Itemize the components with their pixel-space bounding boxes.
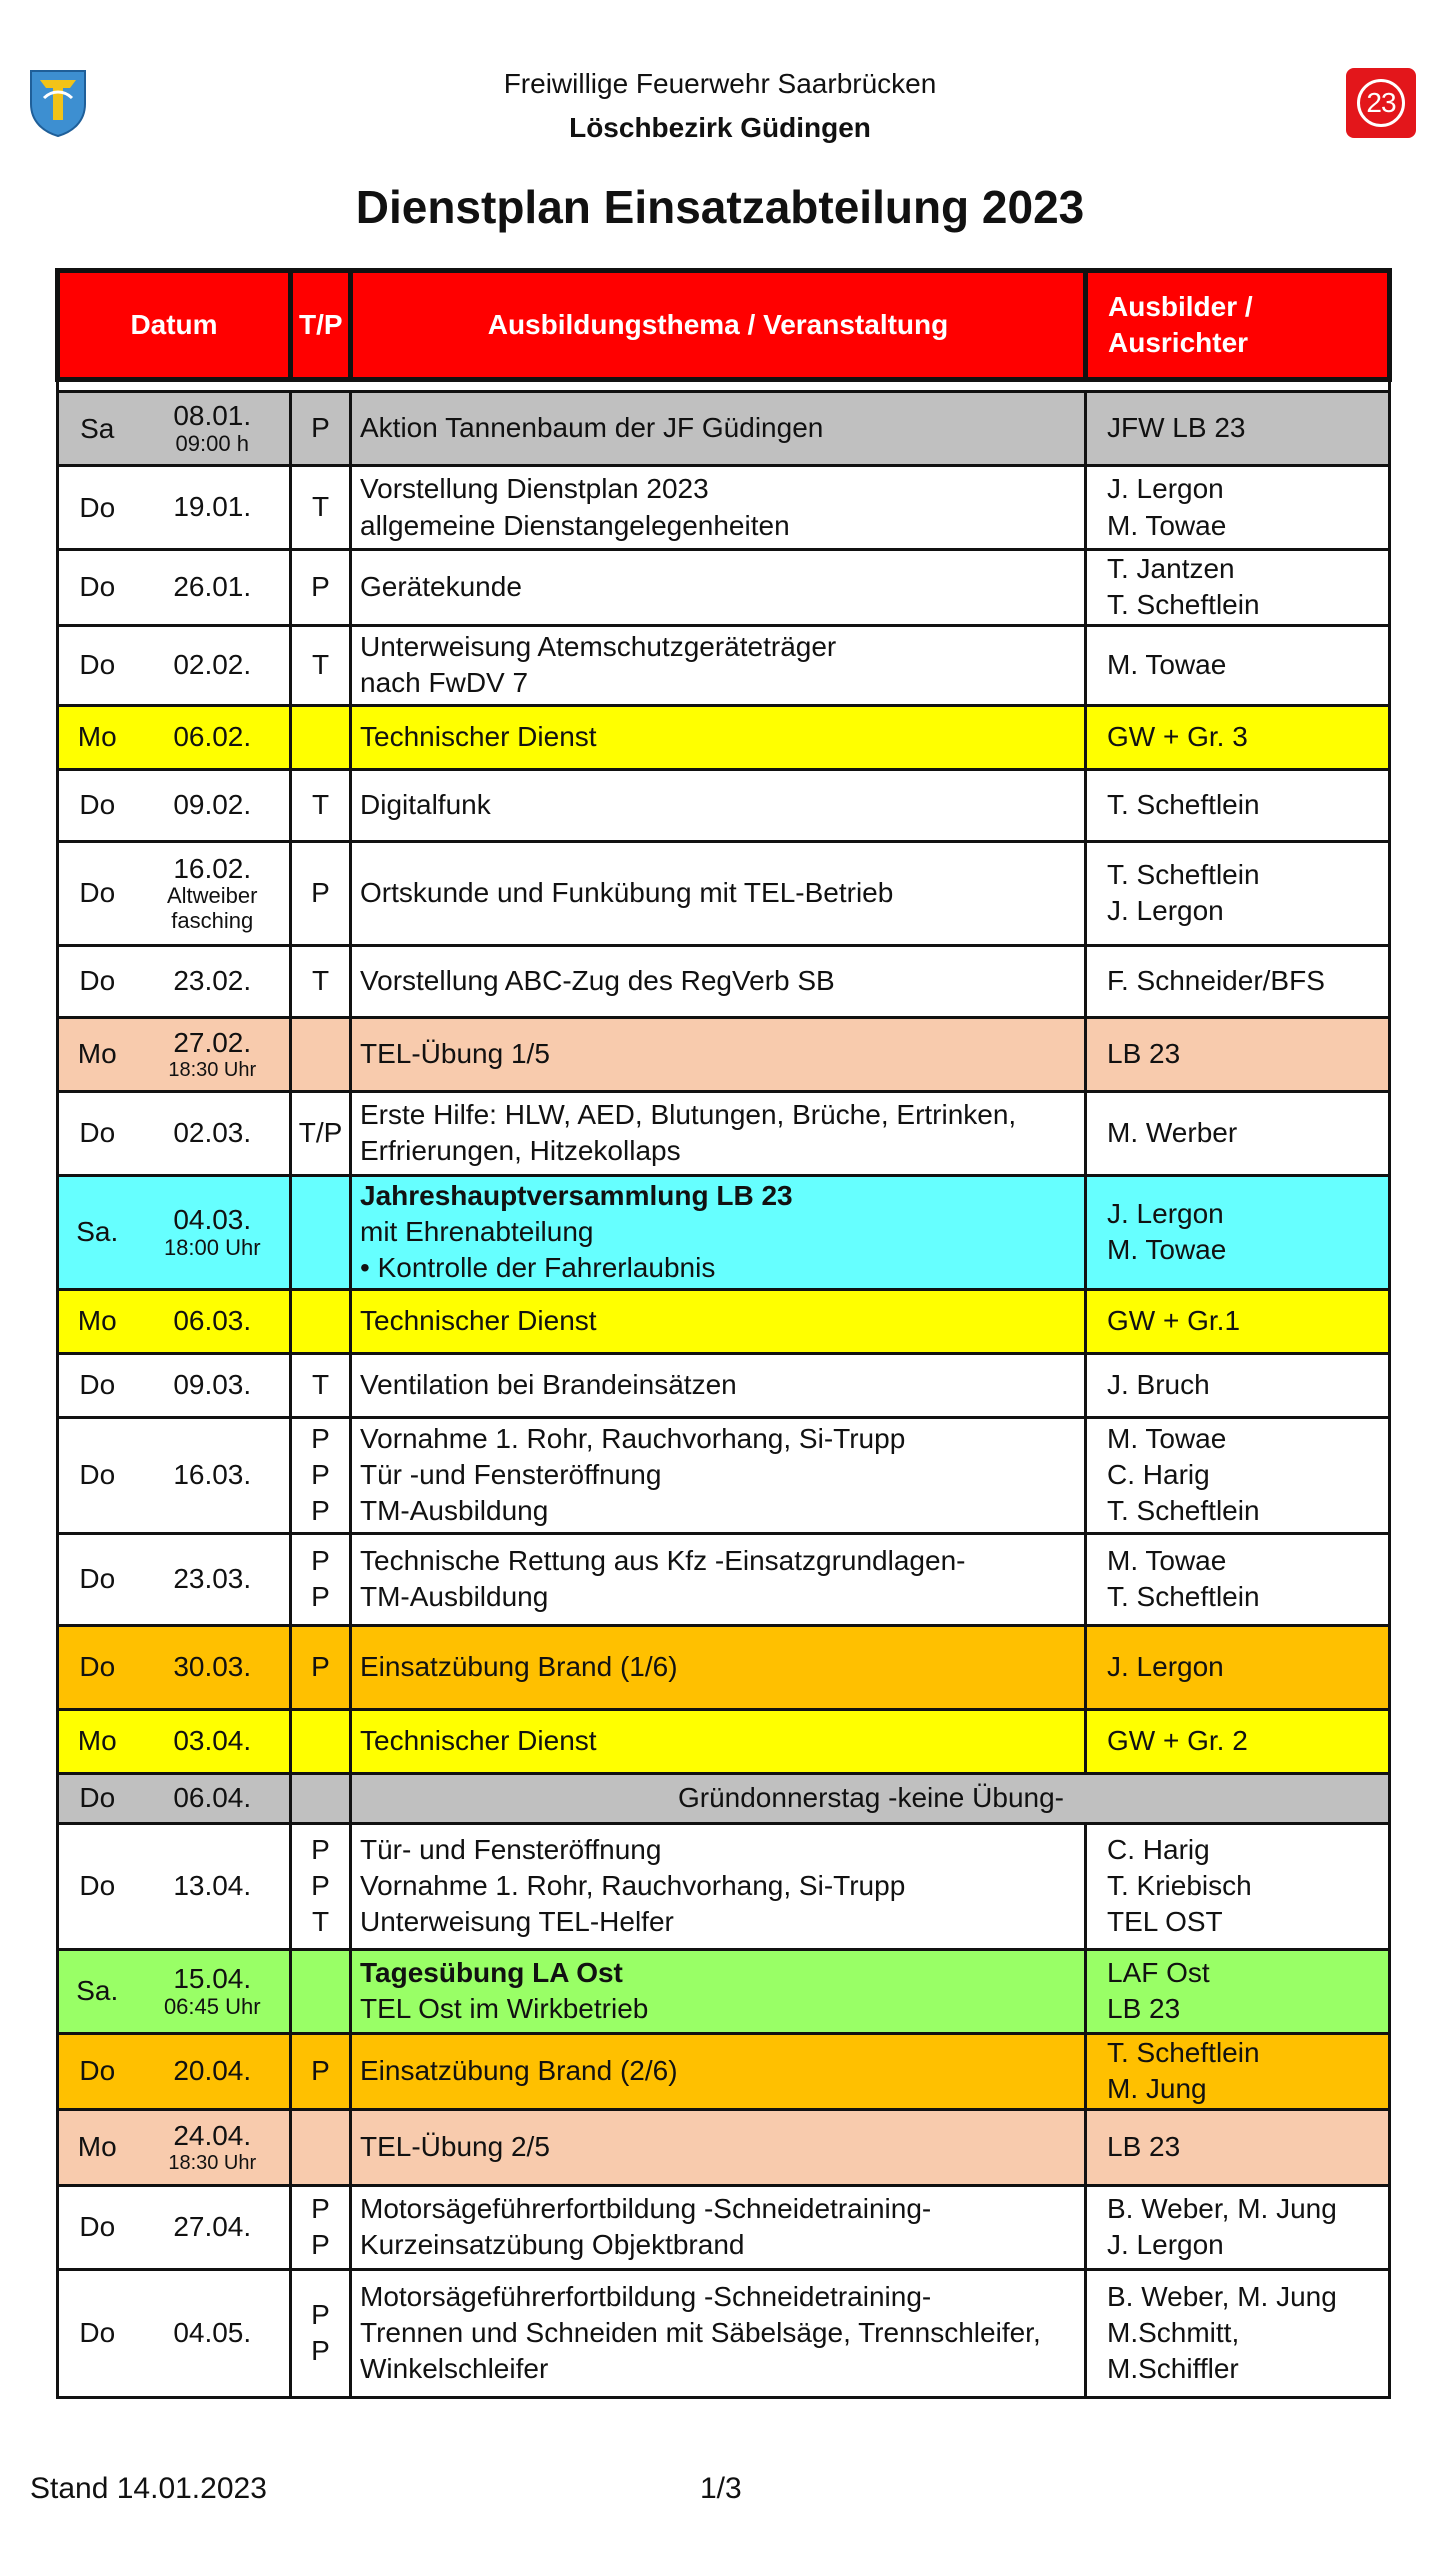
row-topic — [351, 1017, 1086, 1091]
row-tp — [291, 1353, 351, 1417]
row-topic-line: Gründonnerstag -keine Übung- — [677, 1782, 1064, 1814]
row-day: Do — [58, 1823, 136, 1949]
row-instructor — [1086, 2109, 1390, 2185]
row-date-main: 24.04. — [173, 2119, 252, 2151]
row-tp-value: P — [311, 571, 330, 603]
row-date — [136, 1625, 291, 1709]
header-tp: T/P — [291, 271, 351, 380]
row-instructor-line: M.Schiffler — [1107, 2353, 1239, 2385]
row-tp-value: P — [311, 2298, 330, 2330]
row-day: Do — [58, 1533, 136, 1625]
row-topic-line: Digitalfunk — [360, 789, 491, 821]
row-topic — [351, 1625, 1086, 1709]
row-topic — [351, 945, 1086, 1017]
row-date — [136, 2269, 291, 2397]
row-instructor-line: C. Harig — [1107, 1459, 1210, 1491]
row-instructor — [1086, 1017, 1390, 1091]
row-topic — [351, 1949, 1086, 2033]
row-topic-line: Motorsägeführerfortbildung -Schneidetraining- — [360, 2280, 932, 2312]
row-topic — [351, 1773, 1390, 1823]
row-tp-value: P — [311, 1581, 330, 1613]
row-tp — [291, 2269, 351, 2397]
row-tp — [291, 1091, 351, 1175]
row-day: Do — [58, 2033, 136, 2109]
row-instructor — [1086, 2185, 1390, 2269]
row-topic-line: Einsatzübung Brand (2/6) — [360, 2055, 678, 2087]
row-tp-value: P — [311, 1833, 330, 1865]
row-topic-line: Ventilation bei Brandeinsätzen — [360, 1369, 737, 1401]
row-topic-line: Technische Rettung aus Kfz -Einsatzgrundlagen- — [360, 1544, 966, 1576]
district-name: Löschbezirk Güdingen — [569, 112, 871, 143]
row-instructor — [1086, 1417, 1390, 1533]
row-topic-line: Vorstellung Dienstplan 2023 — [360, 473, 709, 505]
row-topic — [351, 1289, 1086, 1353]
row-topic-line: Tür- und Fensteröffnung — [360, 1833, 662, 1865]
table-row — [58, 1417, 1390, 1533]
row-tp — [291, 625, 351, 705]
row-tp-value: T — [311, 965, 330, 997]
district-badge-number: 23 — [1357, 79, 1405, 127]
row-topic — [351, 1417, 1086, 1533]
table-row — [58, 1823, 1390, 1949]
row-topic — [351, 625, 1086, 705]
row-instructor-line: LB 23 — [1107, 1993, 1181, 2025]
row-date-main: 16.03. — [173, 1458, 252, 1490]
row-tp-value: P — [311, 1544, 330, 1576]
row-topic-line: Vornahme 1. Rohr, Rauchvorhang, Si-Trupp — [360, 1422, 906, 1454]
row-date-main: 09.02. — [173, 788, 252, 820]
table-row — [58, 466, 1390, 550]
row-date-main: 19.01. — [173, 491, 252, 523]
row-day: Sa — [58, 392, 136, 466]
row-topic — [351, 1823, 1086, 1949]
header-datum: Datum — [58, 271, 291, 380]
row-tp-value: P — [311, 1495, 330, 1527]
row-topic-line: Technischer Dienst — [360, 1305, 597, 1337]
row-topic — [351, 705, 1086, 769]
row-day: Sa. — [58, 1175, 136, 1289]
row-instructor — [1086, 769, 1390, 841]
row-topic-line: Tür -und Fensteröffnung — [360, 1459, 662, 1491]
row-topic-line: Winkelschleifer — [360, 2353, 549, 2385]
row-date — [136, 705, 291, 769]
row-instructor-line: T. Scheftlein — [1107, 589, 1260, 621]
row-date-main: 06.04. — [173, 1781, 252, 1813]
table-row — [58, 1017, 1390, 1091]
row-day: Mo — [58, 1709, 136, 1773]
row-date — [136, 392, 291, 466]
row-instructor-line: M.Schmitt, — [1107, 2317, 1240, 2349]
row-date-main: 04.05. — [173, 2316, 252, 2348]
row-tp-value: P — [311, 877, 330, 909]
page-number: 1/3 — [700, 2472, 742, 2505]
row-date — [136, 945, 291, 1017]
row-date-main: 06.02. — [173, 720, 252, 752]
table-row — [58, 1773, 1390, 1823]
row-instructor — [1086, 945, 1390, 1017]
table-row — [58, 1289, 1390, 1353]
row-topic-title: Tagesübung LA Ost — [360, 1956, 623, 1988]
row-topic-line: Trennen und Schneiden mit Säbelsäge, Trennschleifer, — [360, 2317, 1041, 2349]
row-instructor-line: M. Jung — [1107, 2073, 1207, 2105]
row-date-sub: 06:45 Uhr — [163, 1993, 261, 2019]
row-date — [136, 2109, 291, 2185]
row-instructor-line: M. Towae — [1107, 649, 1227, 681]
row-tp-value: P — [311, 2055, 330, 2087]
row-tp-value: P — [311, 412, 330, 444]
table-row — [58, 2109, 1390, 2185]
row-instructor-line: C. Harig — [1107, 1833, 1210, 1865]
page-title: Dienstplan Einsatzabteilung 2023 — [355, 181, 1085, 233]
organization-name: Freiwillige Feuerwehr Saarbrücken — [503, 68, 937, 99]
row-instructor-line: M. Towae — [1107, 1234, 1227, 1266]
row-topic-line: TEL Ost im Wirkbetrieb — [360, 1993, 649, 2025]
row-tp — [291, 1949, 351, 2033]
schedule-body — [58, 392, 1390, 2398]
row-instructor — [1086, 1709, 1390, 1773]
row-tp — [291, 466, 351, 550]
row-instructor — [1086, 392, 1390, 466]
row-instructor-line: M. Werber — [1107, 1117, 1238, 1149]
row-topic-line: Erfrierungen, Hitzekollaps — [360, 1135, 681, 1167]
row-date — [136, 1289, 291, 1353]
row-topic — [351, 392, 1086, 466]
row-day: Do — [58, 1417, 136, 1533]
row-topic — [351, 550, 1086, 626]
row-instructor-line: M. Towae — [1107, 509, 1227, 541]
table-row — [58, 2185, 1390, 2269]
row-instructor-line: T. Scheftlein — [1107, 789, 1260, 821]
row-instructor — [1086, 1353, 1390, 1417]
row-instructor-line: TEL OST — [1107, 1906, 1223, 1938]
row-tp — [291, 2033, 351, 2109]
row-tp-value: P — [311, 1870, 330, 1902]
row-date — [136, 1823, 291, 1949]
row-tp — [291, 1289, 351, 1353]
row-instructor — [1086, 1533, 1390, 1625]
table-row — [58, 2033, 1390, 2109]
row-tp-value: P — [311, 2335, 330, 2367]
row-topic — [351, 2185, 1086, 2269]
row-topic-line: Kurzeinsatzübung Objektbrand — [360, 2229, 745, 2261]
row-day: Do — [58, 1773, 136, 1823]
row-date-main: 03.04. — [173, 1724, 252, 1756]
table-row — [58, 841, 1390, 945]
row-date-main: 30.03. — [173, 1650, 252, 1682]
row-instructor-line: M. Towae — [1107, 1422, 1227, 1454]
row-tp — [291, 1709, 351, 1773]
row-topic-line: TM-Ausbildung — [360, 1495, 549, 1527]
row-instructor-line: J. Lergon — [1107, 895, 1224, 927]
row-instructor — [1086, 1091, 1390, 1175]
header-instructor: Ausbilder / Ausrichter — [1086, 271, 1390, 380]
row-topic — [351, 1175, 1086, 1289]
row-tp — [291, 1533, 351, 1625]
row-tp-value: P — [311, 2229, 330, 2261]
table-row — [58, 2269, 1390, 2397]
row-instructor-line: T. Jantzen — [1107, 553, 1235, 584]
row-date-main: 04.03. — [173, 1203, 252, 1235]
row-topic-line: mit Ehrenabteilung — [360, 1216, 594, 1248]
table-row — [58, 1353, 1390, 1417]
row-instructor-line: J. Lergon — [1107, 473, 1224, 505]
row-tp-value: T — [311, 1906, 330, 1938]
row-instructor — [1086, 2269, 1390, 2397]
row-instructor-line: J. Lergon — [1107, 1651, 1224, 1683]
row-date-main: 02.02. — [173, 648, 252, 680]
row-instructor — [1086, 1949, 1390, 2033]
row-topic-line: Ortskunde und Funkübung mit TEL-Betrieb — [360, 877, 894, 909]
row-date — [136, 2033, 291, 2109]
row-date — [136, 1091, 291, 1175]
row-instructor-line: F. Schneider/BFS — [1107, 965, 1325, 997]
row-day: Do — [58, 2269, 136, 2397]
row-tp-value: P — [311, 1459, 330, 1491]
row-instructor-line: B. Weber, M. Jung — [1107, 2192, 1337, 2224]
row-topic-line: TM-Ausbildung — [360, 1581, 549, 1613]
row-date-main: 06.03. — [173, 1304, 252, 1336]
schedule-table — [55, 268, 1392, 2399]
row-instructor-line: LAF Ost — [1107, 1956, 1210, 1988]
table-row — [58, 392, 1390, 466]
row-day: Do — [58, 625, 136, 705]
table-row — [58, 769, 1390, 841]
row-topic-line: Aktion Tannenbaum der JF Güdingen — [360, 412, 824, 444]
row-day: Do — [58, 1353, 136, 1417]
row-tp — [291, 1625, 351, 1709]
row-topic — [351, 1533, 1086, 1625]
table-row — [58, 705, 1390, 769]
row-date — [136, 1709, 291, 1773]
row-date-main: 27.04. — [173, 2210, 252, 2242]
row-tp — [291, 1017, 351, 1091]
row-topic — [351, 2109, 1086, 2185]
row-instructor-line: GW + Gr. 2 — [1107, 1725, 1248, 1757]
row-topic — [351, 1709, 1086, 1773]
row-topic — [351, 841, 1086, 945]
row-tp — [291, 2109, 351, 2185]
row-date — [136, 466, 291, 550]
row-date-sub: 09:00 h — [175, 430, 249, 456]
table-row — [58, 1949, 1390, 2033]
row-day: Do — [58, 769, 136, 841]
row-instructor — [1086, 1175, 1390, 1289]
row-tp — [291, 1823, 351, 1949]
row-tp — [291, 945, 351, 1017]
row-instructor-line: B. Weber, M. Jung — [1107, 2280, 1337, 2312]
row-date — [136, 1773, 291, 1823]
row-tp — [291, 841, 351, 945]
row-date — [136, 1353, 291, 1417]
row-instructor-line: GW + Gr. 3 — [1107, 721, 1248, 753]
row-date-main: 26.01. — [173, 570, 252, 602]
row-date-main: 02.03. — [173, 1116, 252, 1148]
row-topic-line: Erste Hilfe: HLW, AED, Blutungen, Brüche, Ertrinken, — [360, 1098, 1017, 1130]
row-date-main: 09.03. — [173, 1368, 252, 1400]
row-topic-line: Unterweisung Atemschutzgeräteträger — [360, 630, 837, 662]
row-instructor — [1086, 1823, 1390, 1949]
row-instructor — [1086, 2033, 1390, 2109]
row-tp — [291, 769, 351, 841]
table-row — [58, 1091, 1390, 1175]
row-date-main: 16.02. — [173, 852, 252, 884]
row-topic-line: Technischer Dienst — [360, 721, 597, 753]
row-date — [136, 550, 291, 626]
row-topic — [351, 466, 1086, 550]
table-row — [58, 945, 1390, 1017]
row-date-main: 13.04. — [173, 1869, 252, 1901]
row-date — [136, 841, 291, 945]
row-topic-line: allgemeine Dienstangelegenheiten — [360, 509, 790, 541]
row-date-sub: 18:30 Uhr — [168, 2151, 257, 2174]
row-day: Mo — [58, 1289, 136, 1353]
row-topic-line: Vornahme 1. Rohr, Rauchvorhang, Si-Trupp — [360, 1870, 906, 1902]
row-instructor — [1086, 1625, 1390, 1709]
row-day: Mo — [58, 2109, 136, 2185]
row-instructor-line: J. Lergon — [1107, 1197, 1224, 1229]
table-row — [58, 550, 1390, 626]
row-day: Do — [58, 841, 136, 945]
row-instructor — [1086, 1289, 1390, 1353]
row-date-main: 23.02. — [173, 964, 252, 996]
row-tp-value: T — [311, 789, 330, 821]
row-date-main: 27.02. — [173, 1026, 252, 1058]
row-tp — [291, 550, 351, 626]
row-instructor-line: T. Scheftlein — [1107, 1495, 1260, 1527]
row-day: Do — [58, 1625, 136, 1709]
row-topic-line: Motorsägeführerfortbildung -Schneidetraining- — [360, 2192, 932, 2224]
row-tp-value: P — [311, 1422, 330, 1454]
row-date — [136, 769, 291, 841]
row-instructor — [1086, 625, 1390, 705]
header-topic: Ausbildungsthema / Veranstaltung — [351, 271, 1086, 380]
row-date-main: 20.04. — [173, 2054, 252, 2086]
row-topic-line: Unterweisung TEL-Helfer — [360, 1906, 674, 1938]
row-instructor-line: T. Kriebisch — [1107, 1870, 1252, 1902]
table-row — [58, 1625, 1390, 1709]
row-tp-value: T — [311, 1369, 330, 1401]
row-tp — [291, 1773, 351, 1823]
row-date — [136, 1175, 291, 1289]
row-date — [136, 1533, 291, 1625]
row-instructor — [1086, 466, 1390, 550]
row-topic-line: • Kontrolle der Fahrerlaubnis — [360, 1252, 716, 1284]
row-date-sub: 18:00 Uhr — [163, 1234, 261, 1260]
row-tp-value: T — [311, 649, 330, 681]
row-day: Sa. — [58, 1949, 136, 2033]
row-tp — [291, 2185, 351, 2269]
row-instructor-line: J. Bruch — [1107, 1369, 1210, 1401]
row-date-main: 23.03. — [173, 1562, 252, 1594]
row-tp-value: P — [311, 2192, 330, 2224]
row-tp-value: T/P — [298, 1117, 343, 1149]
row-tp — [291, 392, 351, 466]
table-row — [58, 1709, 1390, 1773]
table-row — [58, 1533, 1390, 1625]
row-tp — [291, 1417, 351, 1533]
row-instructor-line: JFW LB 23 — [1107, 412, 1246, 444]
row-instructor-line: T. Scheftlein — [1107, 1581, 1260, 1613]
row-date — [136, 1417, 291, 1533]
row-instructor — [1086, 705, 1390, 769]
row-topic-line: Technischer Dienst — [360, 1725, 597, 1757]
row-date-main: 08.01. — [173, 400, 252, 431]
row-instructor-line: LB 23 — [1107, 2131, 1181, 2163]
row-tp-value: T — [311, 491, 330, 523]
row-topic-line: Einsatzübung Brand (1/6) — [360, 1651, 678, 1683]
row-topic — [351, 2033, 1086, 2109]
row-date — [136, 2185, 291, 2269]
district-badge-icon — [1346, 68, 1416, 138]
row-date-main: 15.04. — [173, 1962, 252, 1994]
row-date — [136, 1017, 291, 1091]
row-topic — [351, 1353, 1086, 1417]
row-day: Do — [58, 550, 136, 626]
row-instructor-line: LB 23 — [1107, 1038, 1181, 1070]
row-date — [136, 1949, 291, 2033]
row-tp-value: P — [311, 1651, 330, 1683]
row-day: Mo — [58, 705, 136, 769]
row-topic-line: Gerätekunde — [360, 571, 522, 603]
row-topic-line: TEL-Übung 2/5 — [360, 2131, 550, 2163]
row-instructor-line: T. Scheftlein — [1107, 858, 1260, 890]
row-tp — [291, 1175, 351, 1289]
row-instructor — [1086, 841, 1390, 945]
row-topic-title: Jahreshauptversammlung LB 23 — [360, 1179, 793, 1211]
row-topic-line: Vorstellung ABC-Zug des RegVerb SB — [360, 965, 835, 997]
row-instructor-line: J. Lergon — [1107, 2229, 1224, 2261]
row-topic-line: TEL-Übung 1/5 — [360, 1038, 550, 1070]
table-row — [58, 1175, 1390, 1289]
stand-date: Stand 14.01.2023 — [30, 2472, 267, 2505]
row-day: Do — [58, 2185, 136, 2269]
row-instructor — [1086, 550, 1390, 626]
row-day: Do — [58, 466, 136, 550]
row-topic — [351, 2269, 1086, 2397]
row-topic-line: nach FwDV 7 — [360, 667, 529, 699]
row-day: Do — [58, 945, 136, 1017]
row-day: Do — [58, 1091, 136, 1175]
row-instructor-line: T. Scheftlein — [1107, 2036, 1260, 2068]
row-instructor-line: GW + Gr.1 — [1107, 1305, 1241, 1337]
row-date — [136, 625, 291, 705]
row-topic — [351, 769, 1086, 841]
table-row — [58, 625, 1390, 705]
table-header-row — [58, 271, 1390, 380]
row-date-sub: Altweiber fasching — [167, 883, 258, 933]
row-day: Mo — [58, 1017, 136, 1091]
row-topic — [351, 1091, 1086, 1175]
row-date-sub: 18:30 Uhr — [168, 1058, 257, 1081]
row-tp — [291, 705, 351, 769]
row-instructor-line: M. Towae — [1107, 1544, 1227, 1576]
